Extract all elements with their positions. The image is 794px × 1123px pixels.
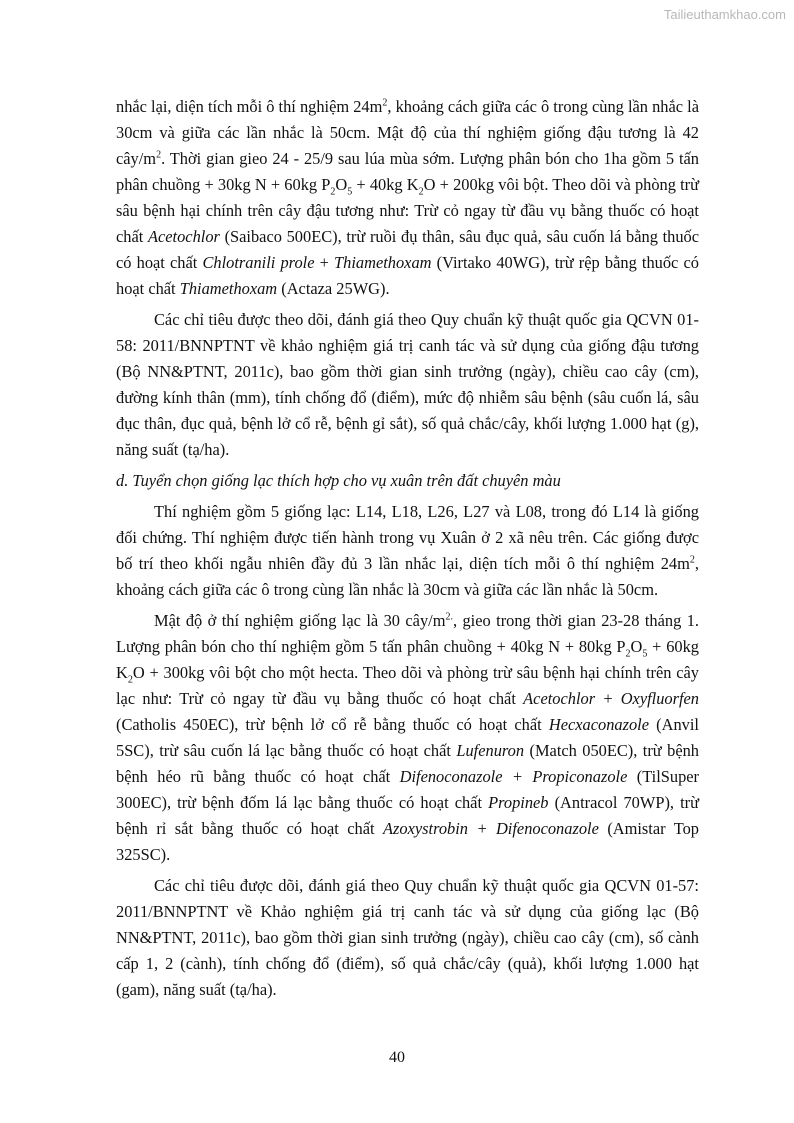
text-run: (Catholis 450EC), trừ bệnh lở cổ rễ bằng thuốc có hoạt chất bbox=[116, 715, 549, 734]
italic-term: Thiamethoxam bbox=[179, 279, 278, 298]
italic-term: Thiamethoxam bbox=[334, 253, 432, 272]
subscript: 2 bbox=[127, 674, 133, 686]
italic-term: Difenoconazole + Propiconazole bbox=[399, 767, 628, 786]
text-run: , gieo trong thời gian 23-28 tháng 1. Lượng phân bón cho thí nghiệm gồm 5 tấn phân chuồng + 40kg N + 80kg P bbox=[116, 611, 699, 656]
italic-term: Lufenuron bbox=[456, 741, 525, 760]
text-run: + 60kg K bbox=[116, 637, 699, 682]
italic-term: Hecxaconazole bbox=[548, 715, 649, 734]
italic-term: Azoxystrobin + Difenoconazole bbox=[383, 819, 599, 838]
paragraph bbox=[116, 94, 699, 302]
subscript: 2 bbox=[625, 648, 631, 660]
text-run: (Amistar Top 325SC). bbox=[116, 819, 700, 864]
document-body bbox=[116, 94, 699, 1008]
text-run: (Match 050EC), trừ bệnh bệnh héo rũ bằng thuốc có hoạt chất bbox=[116, 741, 699, 786]
italic-term: Acetochlor bbox=[147, 227, 220, 246]
text-run: (Saibaco 500EC), trừ ruồi đụ thân, sâu đục quả, sâu cuốn lá bằng thuốc có hoạt chất bbox=[116, 227, 699, 272]
paragraph bbox=[116, 499, 699, 603]
superscript: 2. bbox=[445, 611, 453, 623]
section-heading bbox=[116, 468, 699, 494]
italic-term: d. Tuyển chọn giống lạc thích hợp cho vụ xuân trên đất chuyên màu bbox=[116, 471, 561, 490]
text-run: Thí nghiệm gồm 5 giống lạc: L14, L18, L26, L27 và L08, trong đó L14 là giống đối chứng. Thí nghiệm được tiến hành trong vụ Xuân ở 2 xã nêu trên. Các giống được bố trí theo khối ngẫu nhiên đầy đủ 3 lần nhắc lại, diện tích mỗi ô thí nghiệm 24m bbox=[116, 502, 699, 573]
text-run: (TilSuper 300EC), trừ bệnh đốm lá lạc bằng thuốc có hoạt chất bbox=[116, 767, 699, 812]
subscript: 5 bbox=[642, 648, 648, 660]
subscript: 2 bbox=[330, 186, 336, 198]
text-run: O + 300kg vôi bột cho một hecta. Theo dõi và phòng trừ sâu bệnh hại chính trên cây lạc như: Trừ cỏ ngay từ đầu vụ bằng thuốc có hoạt chất bbox=[116, 663, 699, 708]
italic-term: Acetochlor + Oxyfluorfen bbox=[523, 689, 699, 708]
paragraph bbox=[116, 608, 699, 868]
text-run: (Antracol 70WP), trừ bệnh rỉ sắt bằng thuốc có hoạt chất bbox=[116, 793, 699, 838]
watermark: Tailieuthamkhao.com bbox=[663, 7, 786, 22]
page-number: 40 bbox=[389, 1049, 405, 1066]
text-run: nhắc lại, diện tích mỗi ô thí nghiệm 24m bbox=[116, 97, 383, 116]
text-run: (Anvil 5SC), trừ sâu cuốn lá lạc bằng thuốc có hoạt chất bbox=[116, 715, 699, 760]
text-run: , khoảng cách giữa các ô trong cùng lần nhắc là 30cm và giữa các lần nhắc là 50cm. Mật độ của thí nghiệm giống đậu tương là 42 cây/m bbox=[116, 97, 699, 168]
text-run: O bbox=[630, 637, 643, 656]
subscript: 5 bbox=[347, 186, 353, 198]
text-run: , khoảng cách giữa các ô trong cùng lần nhắc là 30cm và giữa các lần nhắc là 50cm. bbox=[116, 554, 699, 599]
text-run: + bbox=[314, 253, 335, 272]
text-run: Mật độ ở thí nghiệm giống lạc là 30 cây/m bbox=[154, 611, 446, 630]
text-run: (Virtako 40WG), trừ rệp bằng thuốc có hoạt chất bbox=[116, 253, 699, 298]
text-run: . Thời gian gieo 24 - 25/9 sau lúa mùa sớm. Lượng phân bón cho 1ha gồm 5 tấn phân chuồng + 30kg N + 60kg P bbox=[116, 149, 699, 194]
text-run: O + 200kg vôi bột. Theo dõi và phòng trừ sâu bệnh hại chính trên cây đậu tương như: Trừ cỏ ngay từ đầu vụ bằng thuốc có hoạt chất bbox=[116, 175, 700, 246]
text-run: (Actaza 25WG). bbox=[277, 279, 390, 298]
italic-term: Propineb bbox=[488, 793, 549, 812]
text-run: + 40kg K bbox=[352, 175, 419, 194]
superscript: 2 bbox=[689, 554, 695, 566]
paragraph bbox=[116, 307, 699, 463]
text-run: O bbox=[335, 175, 348, 194]
paragraph bbox=[116, 873, 699, 1003]
italic-term: Chlotranili prole bbox=[202, 253, 315, 272]
superscript: 2 bbox=[382, 97, 388, 109]
text-run: Các chỉ tiêu được dõi, đánh giá theo Quy chuẩn kỹ thuật quốc gia QCVN 01-57: 2011/BNNPTNT về Khảo nghiệm giá trị canh tác và sử dụng của giống lạc (Bộ NN&PTNT, 2011c), bao gồm thời gian sinh trưởng (ngày), chiều cao cây (cm), số cành cấp 1, 2 (cành), tính chống đổ (điểm), số quả chắc/cây (quả), khối lượng 1.000 hạt (gam), năng suất (tạ/ha). bbox=[116, 876, 699, 999]
superscript: 2 bbox=[156, 149, 162, 161]
text-run: Các chỉ tiêu được theo dõi, đánh giá theo Quy chuẩn kỹ thuật quốc gia QCVN 01-58: 2011/BNNPTNT về khảo nghiệm giá trị canh tác và sử dụng của giống đậu tương (Bộ NN&PTNT, 2011c), bao gồm thời gian sinh trưởng (ngày), chiều cao cây (cm), đường kính thân (mm), tính chống đổ (điểm), mức độ nhiễm sâu bệnh (sâu cuốn lá, sâu đục thân, đục quả, bệnh lở cổ rễ, bệnh gỉ sắt), số quả chắc/cây, khối lượng 1.000 hạt (g), năng suất (tạ/ha). bbox=[116, 310, 699, 459]
subscript: 2 bbox=[418, 186, 424, 198]
